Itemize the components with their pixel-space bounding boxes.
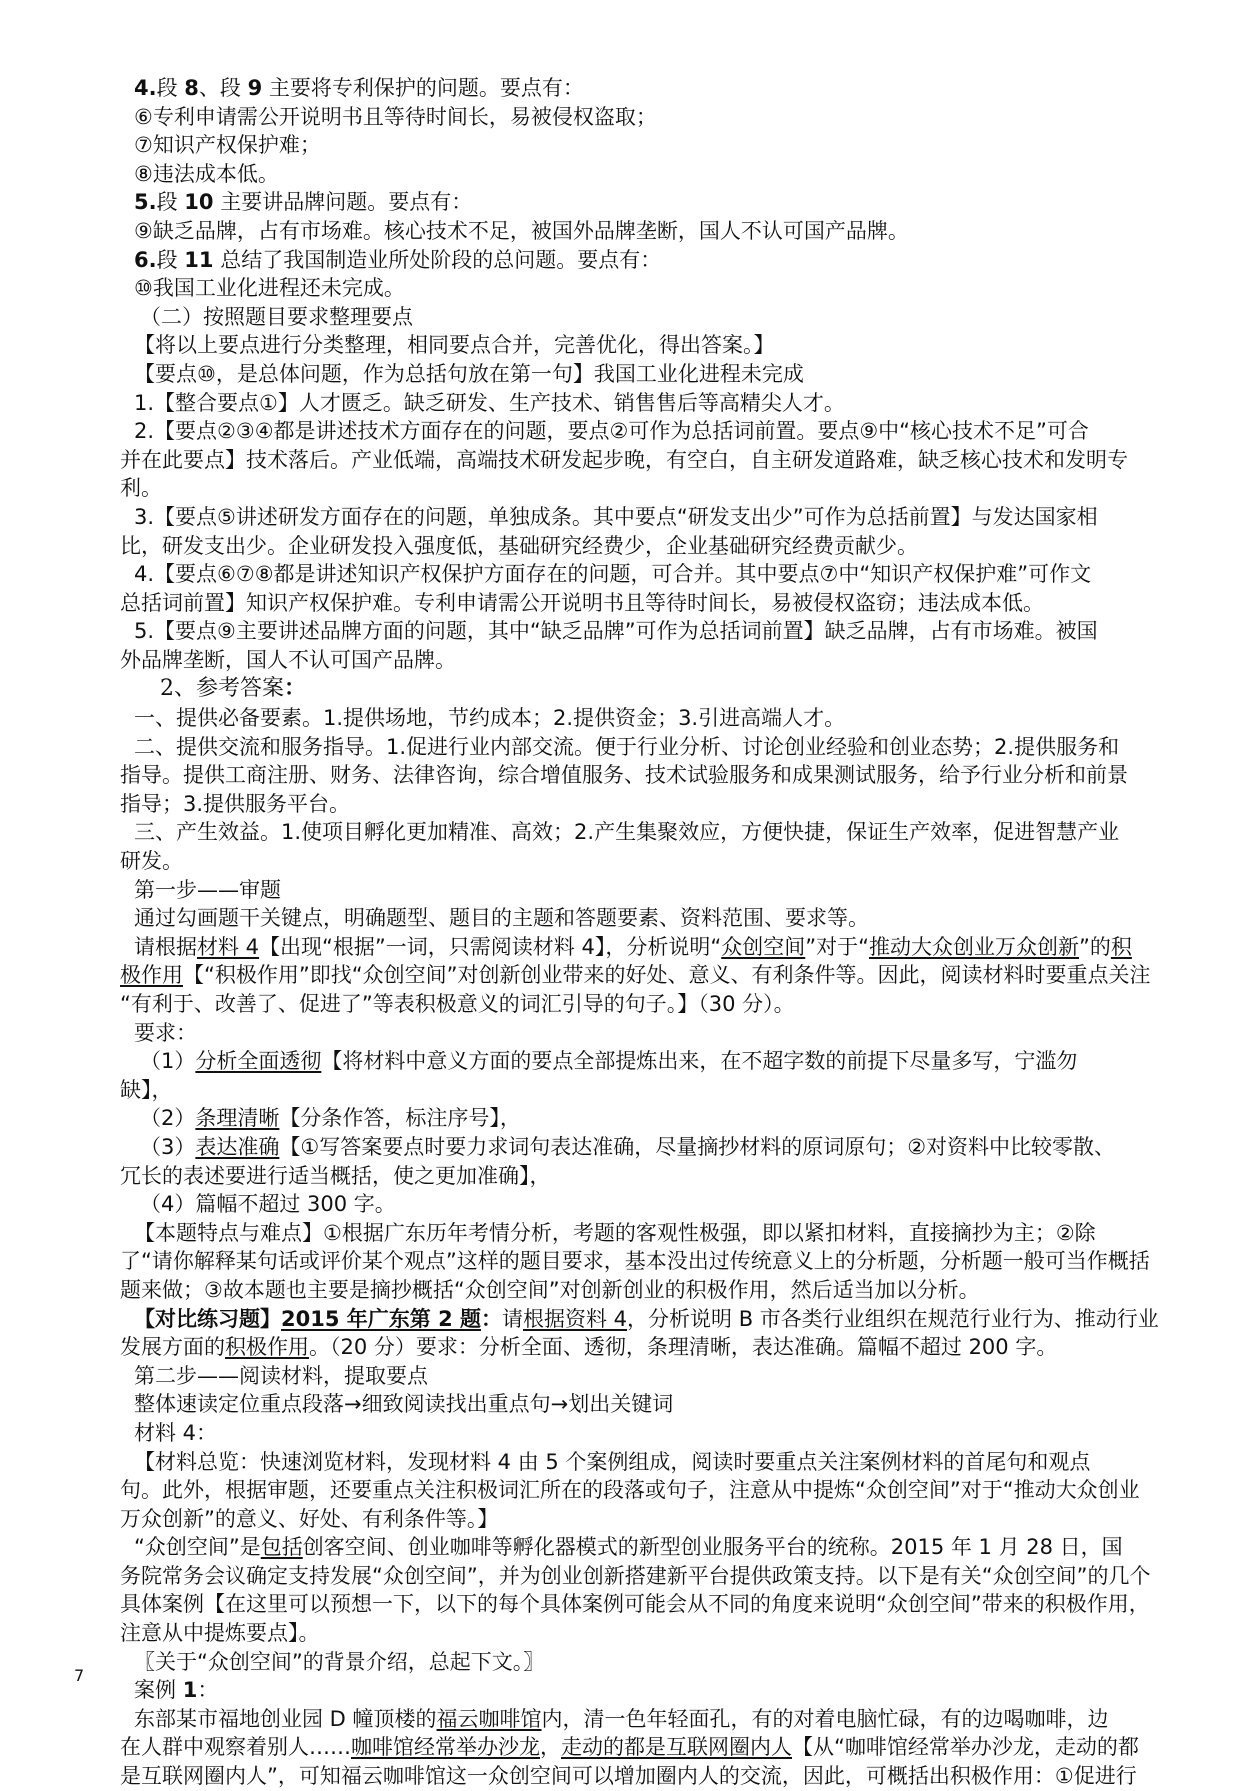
text-line	[120, 103, 1130, 132]
text-line	[120, 1476, 1140, 1505]
text-run: 【将材料中意义方面的要点全部提炼出来，在不超字数的前提下尽量多写，宁滥勿	[321, 1049, 1078, 1074]
text-run: 【要点⑩，是总体问题，作为总括句放在第一句】我国工业化进程未完成	[134, 361, 804, 386]
text-run: “有利于、改善了、促进了”等表积极意义的词汇引导的句子。】（30 分）。	[120, 992, 795, 1016]
text-line	[120, 674, 1130, 704]
text-run: 5.【要点⑨主要讲述品牌方面的问题，其中“缺乏品牌”可作为总括词前置】缺乏品牌，占有市场难。被国	[134, 619, 1098, 644]
text-run: 段	[156, 190, 185, 215]
text-run: 利。	[120, 476, 162, 501]
text-run: ：	[481, 1306, 502, 1331]
text-run: 福云咖啡馆	[436, 1706, 542, 1731]
text-run: 研发。	[120, 849, 183, 874]
text-run: 11	[184, 247, 214, 272]
text-run: 注意从中提炼要点】。	[120, 1621, 320, 1646]
text-run: ⑨缺乏品牌，占有市场难。核心技术不足，被国外品牌垄断，国人不认可国产品牌。	[134, 218, 909, 243]
text-line	[120, 474, 1130, 503]
text-line	[120, 246, 1130, 275]
text-run: 案例	[134, 1678, 183, 1703]
text-line	[120, 160, 1130, 189]
text-run: 要求：	[134, 1020, 197, 1045]
text-run: 创客空间、创业咖啡等孵化器模式的新型创业服务平台的统称。2015 年 1 月 28 日，国	[302, 1535, 1123, 1560]
text-run: 句。此外，根据审题，还要重点关注积极词汇所在的段落或句子，注意从中提炼“众创空间”对于“推动大众创业	[120, 1478, 1140, 1503]
text-run: 【出现“根据”一词，只需阅读材料 4】，分析说明“	[259, 934, 722, 959]
text-line	[120, 876, 1130, 905]
text-run: 众创空间	[721, 934, 806, 959]
text-line	[120, 1047, 1130, 1076]
text-run: 10	[184, 190, 214, 215]
text-line	[120, 589, 1130, 618]
text-run: 第二步——阅读材料，提取要点	[134, 1363, 428, 1388]
text-run: 段	[156, 247, 185, 272]
text-line	[120, 1733, 1139, 1762]
text-run: 请	[502, 1306, 523, 1331]
text-line	[120, 417, 1130, 446]
text-line	[120, 1676, 1130, 1705]
text-run: 、段	[198, 76, 248, 100]
text-run: 三、产生效益。1.使项目孵化更加精准、高效；2.产生集聚效应，方便快捷，保证生产效率，促进智慧产业	[134, 820, 1120, 845]
text-run: 〖关于“众创空间”的背景介绍，总起下文。〗	[134, 1649, 545, 1674]
text-run: 9	[247, 76, 263, 100]
text-line	[120, 1705, 1130, 1734]
text-line	[120, 74, 1130, 103]
text-run: 【对比练习题】	[134, 1306, 281, 1331]
text-run: 积极作用	[225, 1335, 309, 1360]
text-run: 【①写答案要点时要力求词句表达准确，尽量摘抄材料的原词原句；②对资料中比较零散、	[279, 1134, 1116, 1159]
text-run: 材料 4：	[134, 1420, 218, 1445]
text-run: 题来做；③故本题也主要是摘抄概括“众创空间”对创新创业的积极作用，然后适当加以分析。	[120, 1277, 980, 1302]
text-line	[120, 761, 1130, 790]
text-run: 指导。提供工商注册、财务、法律咨询，综合增值服务、技术试验服务和成果测试服务，给予行业分析和前景	[120, 763, 1128, 788]
text-run: 1.【整合要点①】人才匮乏。缺乏研发、生产技术、销售售后等高精尖人才。	[134, 390, 845, 415]
text-run: 根据资料 4	[523, 1306, 628, 1331]
text-run: ⑦知识产权保护难；	[134, 133, 321, 158]
text-run: 在人群中观察着别人……	[120, 1735, 351, 1760]
text-run: 材料 4	[197, 934, 260, 959]
text-run: 了“请你解释某句话或评价某个观点”这样的题目要求，基本没出过传统意义上的分析题，分析题一般可当作概括	[120, 1249, 1150, 1274]
text-run: 东部某市福地创业园 D 幢顶楼的	[134, 1706, 437, 1731]
text-line	[120, 188, 1130, 217]
text-run: 万众创新”的意义、好处、有利条件等。】	[120, 1506, 499, 1531]
text-run: 总括词前置】知识产权保护难。专利申请需公开说明书且等待时间长，易被侵权盗窃；违法成本低。	[120, 590, 1044, 615]
text-run: 3.【要点⑤讲述研发方面存在的问题，单独成条。其中要点“研发支出少”可作为总括前置】与发达国家相	[134, 504, 1098, 529]
text-run: 【分条作答，标注序号】，	[279, 1106, 521, 1131]
text-run: （3）	[140, 1134, 196, 1159]
text-run: 整体速读定位重点段落→细致阅读找出重点句→划出关键词	[134, 1392, 674, 1417]
text-line	[120, 1104, 1130, 1133]
text-run: ：	[284, 675, 307, 702]
text-line	[120, 904, 1130, 933]
text-line	[120, 1762, 1137, 1791]
text-line	[120, 503, 1130, 532]
text-run: 4.	[134, 76, 157, 100]
text-run: 5.	[134, 190, 157, 215]
text-line	[120, 1162, 1130, 1191]
text-run: （4）篇幅不超过 300 字。	[140, 1192, 396, 1217]
text-run: 外品牌垄断，国人不认可国产品牌。	[120, 647, 456, 672]
text-line	[120, 446, 1130, 475]
text-run: 一、提供必备要素。1.提供场地，节约成本；2.提供资金；3.引进高端人才。	[134, 706, 846, 731]
text-line	[120, 532, 1130, 561]
text-run: ⑧违法成本低。	[134, 161, 279, 186]
text-run: 并在此要点】技术落后。产业低端，高端技术研发起步晚，有空白，自主研发道路难，缺乏核心技术和发明专	[120, 447, 1128, 472]
text-run: 【从“咖啡馆经常举办沙龙，走动的都	[792, 1735, 1139, 1760]
text-run: 段	[156, 76, 185, 100]
text-run: 【将以上要点进行分类整理，相同要点合并，完善优化，得出答案。】	[134, 333, 775, 358]
text-run: 二、提供交流和服务指导。1.促进行业内部交流。便于行业分析、讨论创业经验和创业态势；2.提供服务和	[134, 734, 1120, 759]
document-body	[120, 74, 1159, 1791]
text-run: 【材料总览：快速浏览材料，发现材料 4 由 5 个案例组成，阅读时要重点关注案例材料的首尾句和观点	[134, 1449, 1091, 1474]
text-line	[120, 704, 1130, 733]
text-line	[120, 1133, 1130, 1162]
text-line	[120, 961, 1151, 990]
text-run: 推动大众创业万众创新	[869, 934, 1079, 959]
text-line	[120, 131, 1130, 160]
text-run: 极作用	[120, 963, 183, 988]
text-line	[120, 733, 1130, 762]
text-line	[120, 1619, 1130, 1648]
text-line	[120, 360, 1130, 389]
text-run: 4.【要点⑥⑦⑧都是讲述知识产权保护方面存在的问题，可合并。其中要点⑦中“知识产权保护难”可作文	[134, 562, 1092, 587]
text-run: ”的	[1079, 934, 1111, 959]
text-run: ”对于“	[805, 934, 869, 959]
text-line	[120, 274, 1130, 303]
text-run: 走动的都是互联网圈内人	[561, 1735, 792, 1760]
text-line	[120, 1190, 1130, 1219]
text-line	[120, 1276, 1130, 1305]
text-run: 1	[182, 1678, 198, 1703]
text-line	[120, 790, 1130, 819]
text-run: 总结了我国制造业所处阶段的总问题。要点有：	[213, 247, 662, 272]
text-line	[120, 617, 1130, 646]
text-run: （1）	[140, 1049, 196, 1074]
text-run: “众创空间”是	[134, 1535, 261, 1560]
text-run: 冗长的表述要进行适当概括，使之更加准确】，	[120, 1163, 551, 1188]
text-line	[120, 1305, 1159, 1334]
text-line	[120, 1333, 1130, 1362]
text-run: 。（20 分）要求：分析全面、透彻，条理清晰，表达准确。篇幅不超过 200 字。	[309, 1335, 1058, 1360]
text-run: 8	[184, 76, 199, 100]
text-run: 指导；3.提供服务平台。	[120, 791, 351, 816]
text-line	[120, 389, 1130, 418]
text-line	[120, 1448, 1130, 1477]
page-number: 7	[74, 1666, 85, 1685]
text-run: 条理清晰	[195, 1106, 280, 1131]
text-run: 积	[1110, 934, 1132, 959]
text-line	[120, 1219, 1130, 1248]
text-line	[120, 1247, 1150, 1276]
text-run: 6.	[134, 247, 157, 272]
text-run: 分析全面透彻	[195, 1049, 322, 1074]
text-line	[120, 1019, 1130, 1048]
text-run: 具体案例【在这里可以预想一下，以下的每个具体案例可能会从不同的角度来说明“众创空间”带来的积极作用，	[120, 1592, 1150, 1617]
text-run: ，分析说明 B 市各类行业组织在规范行业行为、推动行业	[627, 1306, 1159, 1331]
text-run: 表达准确	[195, 1134, 280, 1159]
text-run: 咖啡馆经常举办沙龙	[351, 1735, 540, 1760]
text-line	[120, 1533, 1130, 1562]
text-run: 主要讲品牌问题。要点有：	[213, 190, 473, 215]
text-run: 缺】，	[120, 1077, 173, 1102]
text-run: 请根据	[134, 934, 197, 959]
text-line	[120, 990, 1130, 1019]
text-run: ，	[540, 1735, 561, 1760]
text-line	[120, 217, 1130, 246]
text-run: 是互联网圈内人”，可知福云咖啡馆这一众创空间可以增加圈内人的交流，因此，可概括出积极作用：①促进行	[120, 1764, 1137, 1789]
text-run: ⑩我国工业化进程还未完成。	[134, 276, 405, 301]
text-run: 主要将专利保护的问题。要点有：	[262, 76, 584, 100]
text-run: （2）	[140, 1106, 196, 1131]
text-line	[120, 933, 1130, 962]
text-run: 务院常务会议确定支持发展“众创空间”，并为创业创新搭建新平台提供政策支持。以下是有关“众创空间”的几个	[120, 1563, 1151, 1588]
text-line	[120, 847, 1130, 876]
text-run: 【本题特点与难点】①根据广东历年考情分析，考题的客观性极强，即以紧扣材料，直接摘抄为主；②除	[134, 1220, 1096, 1245]
text-run: 【“积极作用”即找“众创空间”对创新创业带来的好处、意义、有利条件等。因此，阅读材料时要重点关注	[183, 963, 1151, 988]
text-line	[120, 303, 1130, 332]
text-run: 比，研发支出少。企业研发投入强度低，基础研究经费少，企业基础研究经费贡献少。	[120, 533, 918, 558]
text-line	[120, 1505, 1130, 1534]
text-run: 发展方面的	[120, 1335, 225, 1360]
text-run: 内，清一色年轻面孔，有的对着电脑忙碌，有的边喝咖啡，边	[541, 1706, 1109, 1731]
text-line	[120, 331, 1130, 360]
text-line	[120, 1590, 1150, 1619]
text-line	[120, 646, 1130, 675]
text-run: 2、参考答案	[160, 676, 284, 702]
text-line	[120, 818, 1130, 847]
text-run: 第一步——审题	[134, 877, 281, 902]
text-line	[120, 1648, 1130, 1677]
text-line	[120, 1419, 1130, 1448]
text-run: 2015 年广东第 2 题	[281, 1306, 481, 1331]
text-run: 通过勾画题干关键点，明确题型、题目的主题和答题要素、资料范围、要求等。	[134, 906, 869, 931]
text-run: ：	[197, 1678, 219, 1703]
text-run: 2.【要点②③④都是讲述技术方面存在的问题，要点②可作为总括词前置。要点⑨中“核心技术不足”可合	[134, 419, 1089, 444]
text-line	[120, 1362, 1130, 1391]
text-line	[120, 1562, 1151, 1591]
text-run: 包括	[260, 1535, 303, 1560]
text-line	[120, 1390, 1130, 1419]
text-line	[120, 560, 1130, 589]
text-run: （二）按照题目要求整理要点	[140, 304, 413, 329]
text-line	[120, 1076, 1130, 1105]
text-run: ⑥专利申请需公开说明书且等待时间长，易被侵权盗取；	[134, 104, 657, 129]
